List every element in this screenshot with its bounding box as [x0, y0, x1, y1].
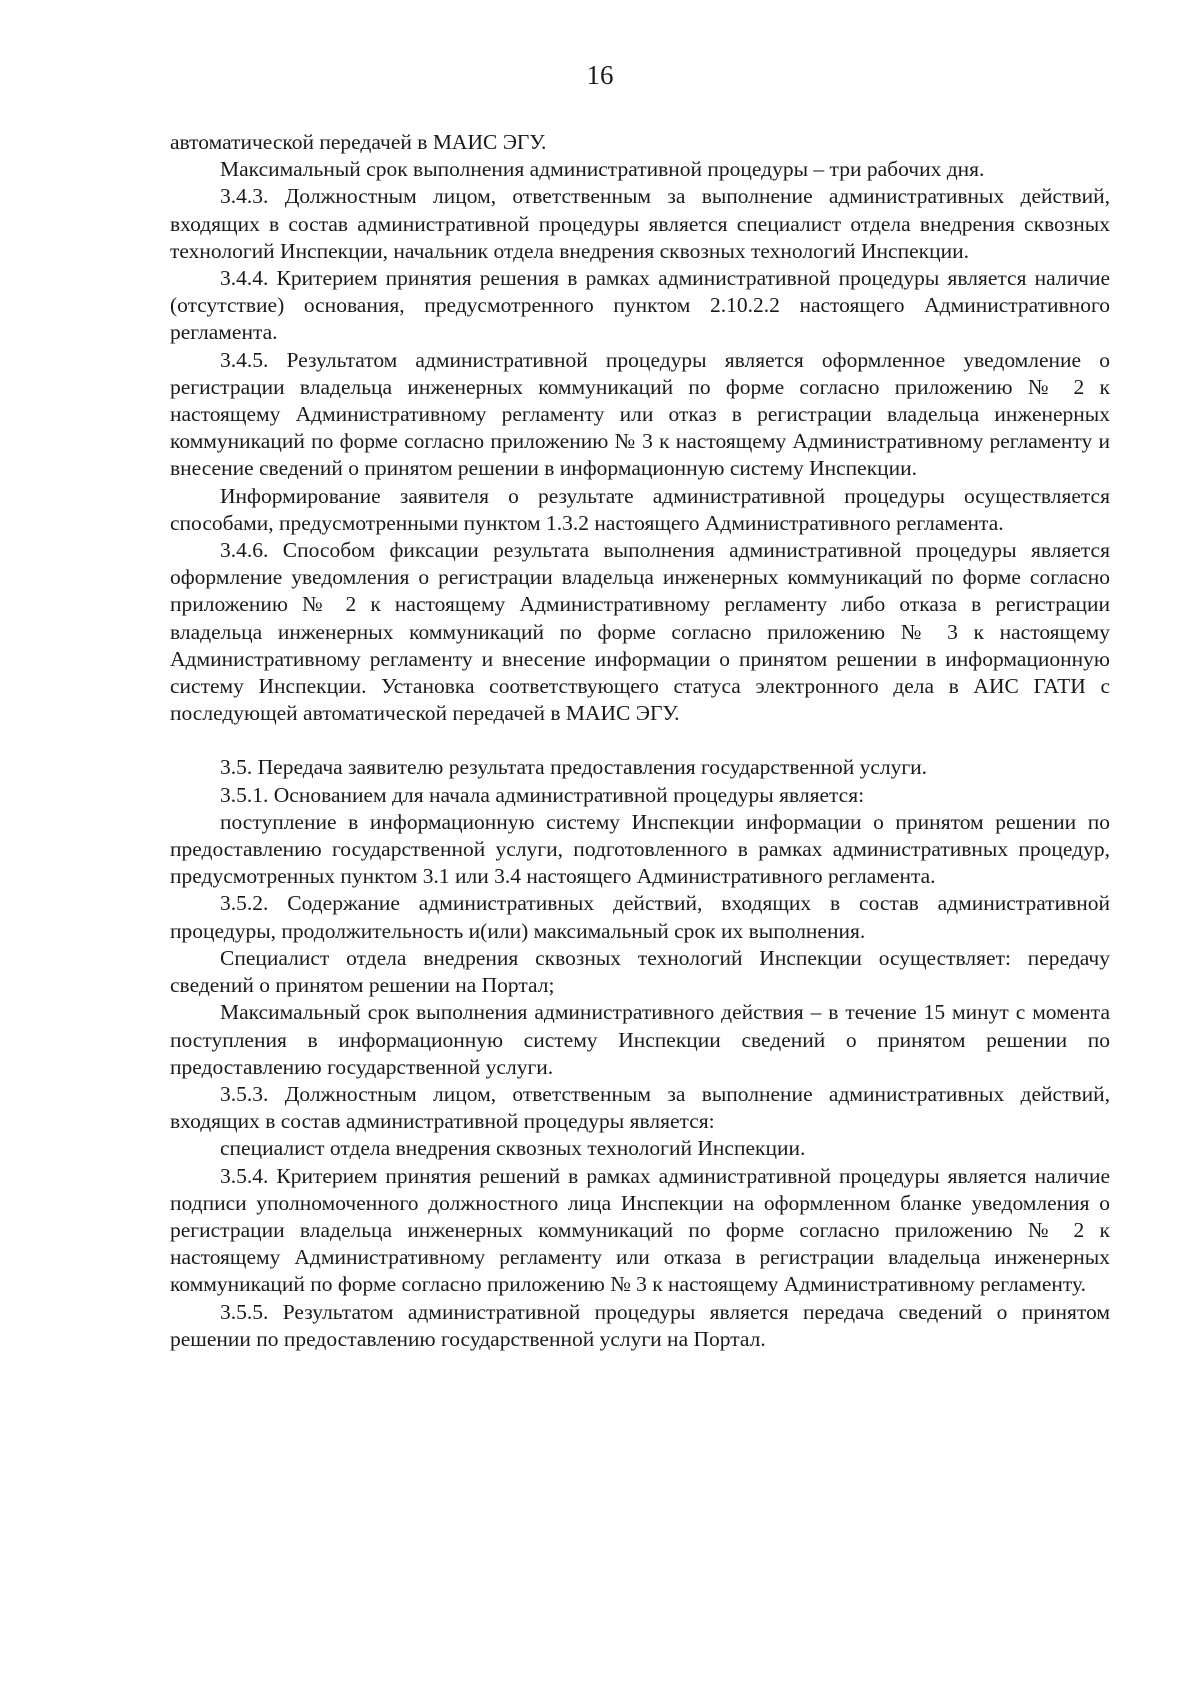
paragraph-specialist: Специалист отдела внедрения сквозных технологий Инспекции осуществляет: передачу сведений о принятом решении на Портал;	[170, 945, 1110, 998]
paragraph-3-5-3: 3.5.3. Должностным лицом, ответственным за выполнение административных действий, входящих в состав административной процедуры является:	[170, 1081, 1110, 1134]
paragraph-3-5-2: 3.5.2. Содержание административных действий, входящих в состав административной процедуры, продолжительность и(или) максимальный срок их выполнения.	[170, 891, 1110, 943]
paragraph-max-action-term: Максимальный срок выполнения административного действия – в течение 15 минут с момента поступления в информационную систему Инспекции сведений о принятом решении по предоставлению государственной услуги.	[170, 1000, 1110, 1079]
paragraph-3-4-5: 3.4.5. Результатом административной процедуры является оформленное уведомление о регистрации владельца инженерных коммуникаций по форме согласно приложению № 2 к настоящему Административному регламенту или отказ в регистрации владельца инженерных коммуникаций по форме согласно приложению № 3 к настоящему Административному регламенту и внесение сведений о принятом решении в информационную систему Инспекции.	[170, 347, 1110, 481]
paragraph-3-5-5: 3.5.5. Результатом административной процедуры является передача сведений о принятом решении по предоставлению государственной услуги на Портал.	[170, 1299, 1110, 1351]
document-body	[170, 129, 1110, 1353]
paragraph-informing: Информирование заявителя о результате административной процедуры осуществляется способами, предусмотренными пунктом 1.3.2 настоящего Административного регламента.	[170, 483, 1110, 535]
paragraph-3-4-4: 3.4.4. Критерием принятия решения в рамках административной процедуры является наличие (отсутствие) основания, предусмотренного пунктом 2.10.2.2 настоящего Административного регламента.	[170, 266, 1110, 345]
paragraph-max-term: Максимальный срок выполнения административной процедуры – три рабочих дня.	[220, 157, 985, 182]
paragraph-3-5-4: 3.5.4. Критерием принятия решений в рамках административной процедуры является наличие подписи уполномоченного должностного лица Инспекции на оформленном бланке уведомления о регистрации владельца инженерных коммуникаций по форме согласно приложению № 2 к настоящему Административному регламенту или отказа в регистрации владельца инженерных коммуникаций по форме согласно приложению № 3 к настоящему Административному регламенту.	[170, 1163, 1110, 1297]
paragraph-3-5-1: 3.5.1. Основанием для начала административной процедуры является:	[220, 782, 865, 807]
paragraph-3-5: 3.5. Передача заявителю результата предоставления государственной услуги.	[220, 755, 928, 780]
paragraph-continuation: автоматической передачей в МАИС ЭГУ.	[170, 130, 547, 154]
paragraph-receipt: поступление в информационную систему Инспекции информации о принятом решении по предоставлению государственной услуги, подготовленного в рамках административных процедур, предусмотренных пунктом 3.1 или 3.4 настоящего Административного регламента.	[170, 809, 1110, 889]
page-number: 16	[586, 60, 614, 90]
paragraph-3-4-3: 3.4.3. Должностным лицом, ответственным за выполнение административных действий, входящих в состав административной процедуры является специалист отдела внедрения сквозных технологий Инспекции, начальник отдела внедрения сквозных технологий Инспекции.	[170, 184, 1110, 263]
paragraph-responsible: специалист отдела внедрения сквозных технологий Инспекции.	[220, 1136, 806, 1161]
paragraph-3-4-6: 3.4.6. Способом фиксации результата выполнения административной процедуры является оформление уведомления о регистрации владельца инженерных коммуникаций по форме согласно приложению № 2 к настоящему Административному регламенту либо отказа в регистрации владельца инженерных коммуникаций по форме согласно приложению № 3 к настоящему Административному регламенту и внесение информации о принятом решении в информационную систему Инспекции. Установка соответствующего статуса электронного дела в АИС ГАТИ с последующей автоматической передачей в МАИС ЭГУ.	[170, 538, 1110, 726]
